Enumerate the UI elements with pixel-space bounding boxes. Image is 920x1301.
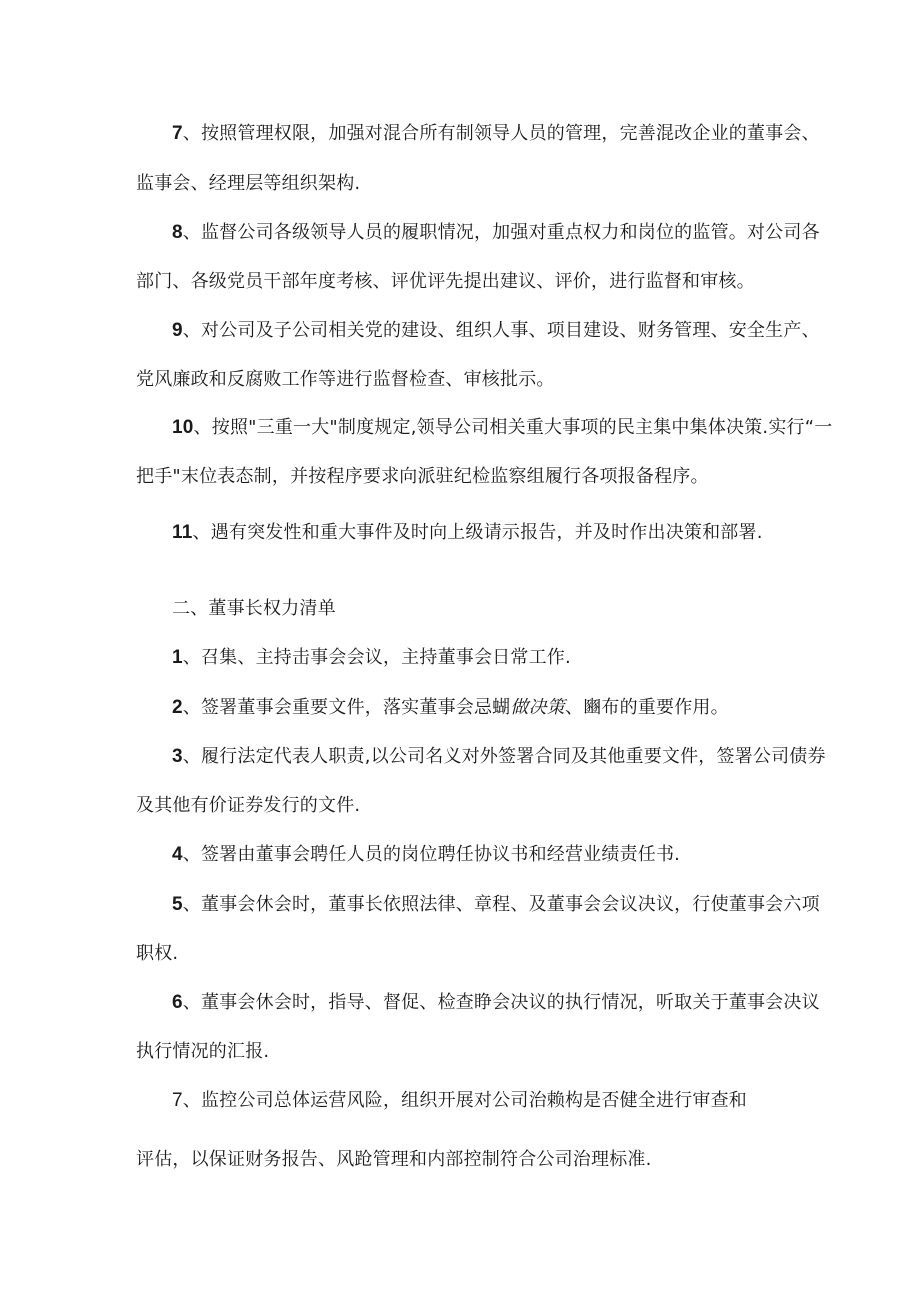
item-text: 监事会、经理层等组织架构. [136, 173, 361, 194]
item-number: 7 [172, 123, 183, 144]
item-text-italic: 做决策 [510, 697, 565, 718]
item-text: 及其他有价证券发行的文件. [136, 795, 361, 816]
item-9-line-1 [172, 319, 820, 343]
item-text: 党风廉政和反腐败工作等进行监督检查、审核批示。 [136, 369, 555, 390]
item-11-line-1 [172, 521, 763, 545]
s2-item-4-line-1 [172, 843, 680, 867]
item-10-line-1 [172, 416, 832, 440]
item-number: 6 [172, 992, 183, 1013]
item-number: 5 [172, 894, 183, 915]
item-text: 部门、各级党员干部年度考核、评优评先提出建议、评价，进行监督和审核。 [136, 271, 755, 292]
item-number: 9 [172, 320, 183, 341]
s2-item-3-line-2 [136, 794, 360, 818]
item-number: 4 [172, 844, 183, 865]
item-text: 、遇有突发性和重大事件及时向上级请示报告，并及时作出决策和部署. [192, 522, 763, 543]
s2-item-6-line-1 [172, 991, 820, 1015]
item-number: 10 [172, 417, 194, 438]
item-9-line-2 [136, 368, 555, 392]
item-text: 、签署由董事会聘任人员的岗位聘任协议书和经营业绩责任书. [182, 844, 681, 865]
item-text: 评估，以保证财务报告、风跄管理和内部控制符合公司治理标准. [136, 1149, 652, 1170]
item-7-line-2 [136, 172, 360, 196]
item-text: 、按照管理权限，加强对混合所有制领导人员的管理，完善混改企业的董事会、 [182, 123, 820, 144]
s2-item-7-line-2 [136, 1148, 652, 1172]
item-7-line-1 [172, 122, 820, 146]
item-8-line-1 [172, 221, 820, 245]
s2-item-5-line-1 [172, 893, 820, 917]
item-number: 8 [172, 222, 183, 243]
s2-item-3-line-1 [172, 745, 826, 769]
item-text: 、履行法定代表人职责,以公司名义对外签署合同及其他重要文件，签署公司债券 [182, 746, 826, 767]
item-text: 把手"末位表态制，并按程序要求向派驻纪检监察组履行各项报备程序。 [136, 466, 709, 487]
item-8-line-2 [136, 270, 755, 294]
item-text: 、按照"三重一大"制度规定,领导公司相关重大事项的民主集中集体决策.实行“一 [193, 417, 833, 438]
section-heading-text: 二、董事长权力清单 [172, 598, 336, 619]
s2-item-6-line-2 [136, 1040, 269, 1064]
item-number: 1 [172, 647, 183, 668]
item-text: 、董事会休会时，指导、督促、检查睁会决议的执行情况，听取关于董事会决议 [182, 992, 820, 1013]
item-number: 3 [172, 746, 183, 767]
item-text: 、董事会休会时，董事长依照法律、章程、及董事会会议决议，行使董事会六项 [182, 894, 820, 915]
s2-item-7-line-1 [172, 1089, 747, 1113]
s2-item-5-line-2 [136, 942, 178, 966]
item-number: 7 [172, 1090, 183, 1111]
s2-item-1-line-1 [172, 646, 571, 670]
item-number: 11 [172, 522, 193, 543]
item-text: 、监控公司总体运营风险，组织开展对公司治赖构是否健全进行审查和 [182, 1090, 747, 1111]
section-heading [172, 597, 336, 621]
item-text: 职权. [136, 943, 179, 964]
item-number: 2 [172, 697, 183, 718]
item-text: 、召集、主持击事会会议，主持董事会日常工作. [182, 647, 571, 668]
s2-item-2-line-1 [172, 696, 729, 720]
item-text: 、签署董事会重要文件，落实董事会忌蝴 [182, 697, 511, 718]
item-text: 执行情况的汇报. [136, 1041, 270, 1062]
item-text: 、豳布的重要作用。 [565, 697, 729, 718]
item-10-line-2 [136, 465, 709, 489]
item-text: 、监督公司各级领导人员的履职情况，加强对重点权力和岗位的监管。对公司各 [182, 222, 820, 243]
item-text: 、对公司及子公司相关党的建设、组织人事、项目建设、财务管理、安全生产、 [182, 320, 820, 341]
